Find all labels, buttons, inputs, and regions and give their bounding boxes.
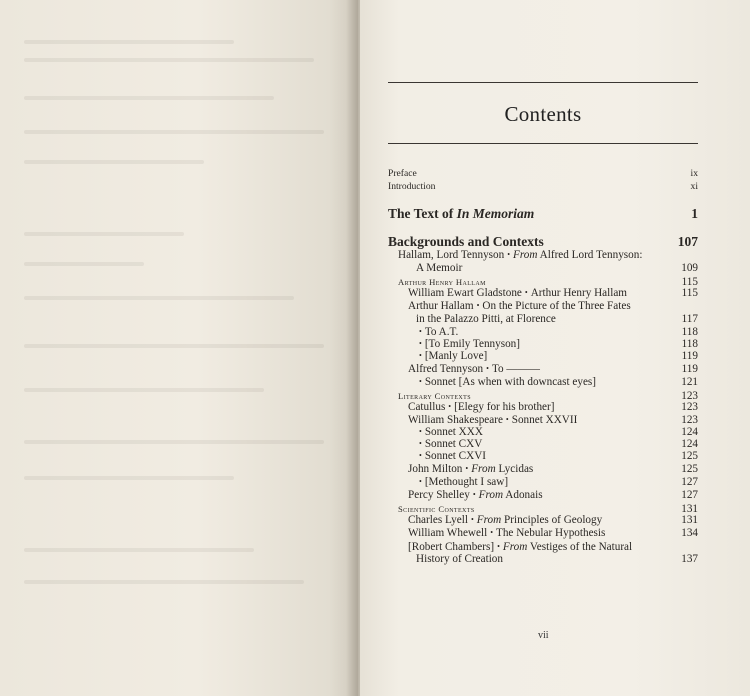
toc-entry-title [416,326,458,338]
bullet-separator: • [470,515,474,524]
toc-entry-text: Alfred Tennyson [408,363,484,375]
toc-entry-page: 109 [681,262,698,274]
toc-entry-text: The Text of [388,206,457,221]
toc-entry-work: Sonnet CXVI [424,450,487,462]
toc-entry-emphasis: From [513,249,538,261]
toc-entry-work: On the Picture of the Three Fates [482,300,631,312]
bullet-separator: • [490,528,493,537]
toc-entry-text: Introduction [388,181,436,192]
toc-entry-text: Charles Lyell [408,514,468,526]
toc-entry [0,206,750,220]
toc-entry-text: Backgrounds and Contexts [388,234,544,249]
toc-entry-work: Sonnet XXX [424,426,483,438]
toc-entry-emphasis: From [478,489,504,501]
toc-entry-work: Lycidas [495,463,534,475]
bullet-separator: • [486,364,489,373]
toc-entry-work: [Manly Love] [424,350,488,362]
page-number: vii [538,630,549,641]
toc-entry-title [416,262,462,274]
bullet-separator: • [419,451,422,460]
toc-entry-page: 131 [681,503,698,515]
toc-entry-page: 123 [681,401,698,413]
toc-entry-text: William Shakespeare [408,414,503,426]
toc-entry [0,287,750,301]
bleed-through-line [24,160,204,164]
bullet-separator: • [472,490,476,499]
toc-entry-page: xi [690,181,698,192]
toc-entry-title [408,414,577,426]
toc-entry-work: Arthur Henry Hallam [530,287,628,299]
bleed-through-line [24,580,304,584]
toc-entry-page: 125 [681,463,698,475]
toc-entry-work: [Methought I saw] [424,476,509,488]
toc-entry-title [388,181,435,192]
toc-entry [0,450,750,464]
toc-entry-work: Adonais [503,489,543,501]
toc-entry-text: John Milton [408,463,463,475]
toc-entry-page: 125 [681,450,698,462]
toc-entry-title [408,363,540,375]
toc-entry [0,313,750,327]
toc-entry-title [388,234,544,250]
toc-entry-page: 131 [681,514,698,526]
toc-entry [0,514,750,528]
toc-entry-title [408,300,631,312]
toc-entry-title [408,541,632,553]
toc-entry-text: Percy Shelley [408,489,470,501]
toc-entry [0,300,750,314]
toc-entry-title [416,450,486,462]
toc-entry-text: Preface [388,168,417,179]
toc-entry-page: 117 [681,313,698,325]
toc-entry [0,476,750,490]
toc-entry [0,376,750,390]
toc-entry [0,181,750,195]
toc-entry-title [408,527,605,539]
bullet-separator: • [419,477,422,486]
toc-entry-page: 124 [681,438,698,450]
toc-entry-title [416,476,508,488]
toc-entry-work: [To Emily Tennyson] [424,338,520,350]
toc-entry [0,489,750,503]
toc-entry-text: History of Creation [416,553,503,565]
bullet-separator: • [507,250,511,259]
toc-entry-page: 119 [681,363,698,375]
bullet-separator: • [448,402,452,411]
bullet-separator: • [419,439,422,448]
toc-entry [0,168,750,182]
toc-entry-page: 118 [681,326,698,338]
toc-entry-work: Vestiges of the Natural [527,541,633,553]
toc-entry-text: A Memoir [416,262,463,274]
toc-entry-title [398,249,642,261]
toc-entry-emphasis: From [471,463,496,475]
toc-entry-page: 134 [681,527,698,539]
bullet-separator: • [505,415,509,424]
toc-entry-page: 137 [681,553,698,565]
bleed-through-line [24,58,314,62]
toc-entry-page: 123 [681,414,698,426]
toc-entry-title [408,401,554,413]
toc-entry-title [416,338,520,350]
toc-entry-title [388,168,417,179]
bullet-separator: • [524,288,528,297]
bleed-through-line [24,96,274,100]
toc-entry-page: 121 [681,376,698,388]
toc-entry [0,553,750,567]
toc-entry [0,262,750,276]
toc-entry-work: Sonnet [As when with downcast eyes] [424,376,597,388]
toc-entry [0,234,750,248]
toc-entry [0,463,750,477]
toc-entry-title [416,376,596,388]
bleed-through-line [24,130,324,134]
toc-entry-work: Sonnet CXV [424,438,483,450]
toc-entry-page: 123 [681,390,698,402]
bullet-separator: • [419,377,422,386]
toc-entry-emphasis: In Memoriam [456,206,535,221]
toc-entry [0,249,750,263]
bleed-through-line [24,40,234,44]
toc-entry [0,527,750,541]
toc-entry-emphasis: From [476,514,502,526]
top-rule [388,82,698,83]
toc-entry-work: Sonnet XXVII [511,414,578,426]
toc-entry [0,363,750,377]
toc-entry-work: [Elegy for his brother] [454,401,555,413]
bottom-rule [388,143,698,144]
toc-entry-text: Scientific Contexts [398,504,475,514]
toc-entry-work: To ——— [491,363,540,375]
toc-entry-page: 119 [681,350,698,362]
toc-entry-text: in the Palazzo Pitti, at Florence [416,313,556,325]
toc-entry-page: 107 [677,234,698,249]
toc-entry-text: William Whewell [408,527,488,539]
toc-entry-page: 1 [691,206,698,221]
bullet-separator: • [419,427,422,436]
toc-entry-page: 124 [681,426,698,438]
toc-entry-text: [Robert Chambers] [408,541,495,553]
bullet-separator: • [419,327,422,336]
toc-entry-page: 115 [681,276,698,288]
toc-entry-page: 127 [681,489,698,501]
toc-entry-work: Alfred Lord Tennyson: [537,249,643,261]
toc-entry-work: The Nebular Hypothesis [496,527,606,539]
bullet-separator: • [497,542,500,551]
toc-entry-text: Hallam, Lord Tennyson [398,249,505,261]
toc-entry-page: 118 [681,338,698,350]
toc-entry-work: Principles of Geology [501,514,603,526]
bullet-separator: • [419,339,422,348]
toc-entry [0,401,750,415]
toc-entry-title [416,350,487,362]
toc-entry-title [408,514,602,526]
bullet-separator: • [476,301,480,310]
toc-entry-page: 115 [681,287,698,299]
toc-entry-title [416,313,556,325]
toc-entry-text: William Ewart Gladstone [408,287,522,299]
bullet-separator: • [419,351,422,360]
toc-entry-title [416,553,503,565]
toc-entry-title [416,438,482,450]
toc-entry-title [408,489,543,501]
toc-entry [0,350,750,364]
bullet-separator: • [465,464,469,473]
toc-entry-title [388,206,534,222]
page-title: Contents [504,102,582,126]
toc-entry-text: Arthur Henry Hallam [398,277,486,287]
toc-entry-text: Arthur Hallam [408,300,474,312]
toc-entry-text: Literary Contexts [398,391,471,401]
toc-entry-title [408,287,627,299]
toc-entry-title [416,426,483,438]
toc-entry-title [408,463,533,475]
toc-entry-emphasis: From [502,541,528,553]
toc-entry-page: 127 [681,476,698,488]
toc-entry-page: ix [690,168,698,179]
toc-entry-work: To A.T. [424,326,459,338]
toc-entry-text: Catullus [408,401,446,413]
